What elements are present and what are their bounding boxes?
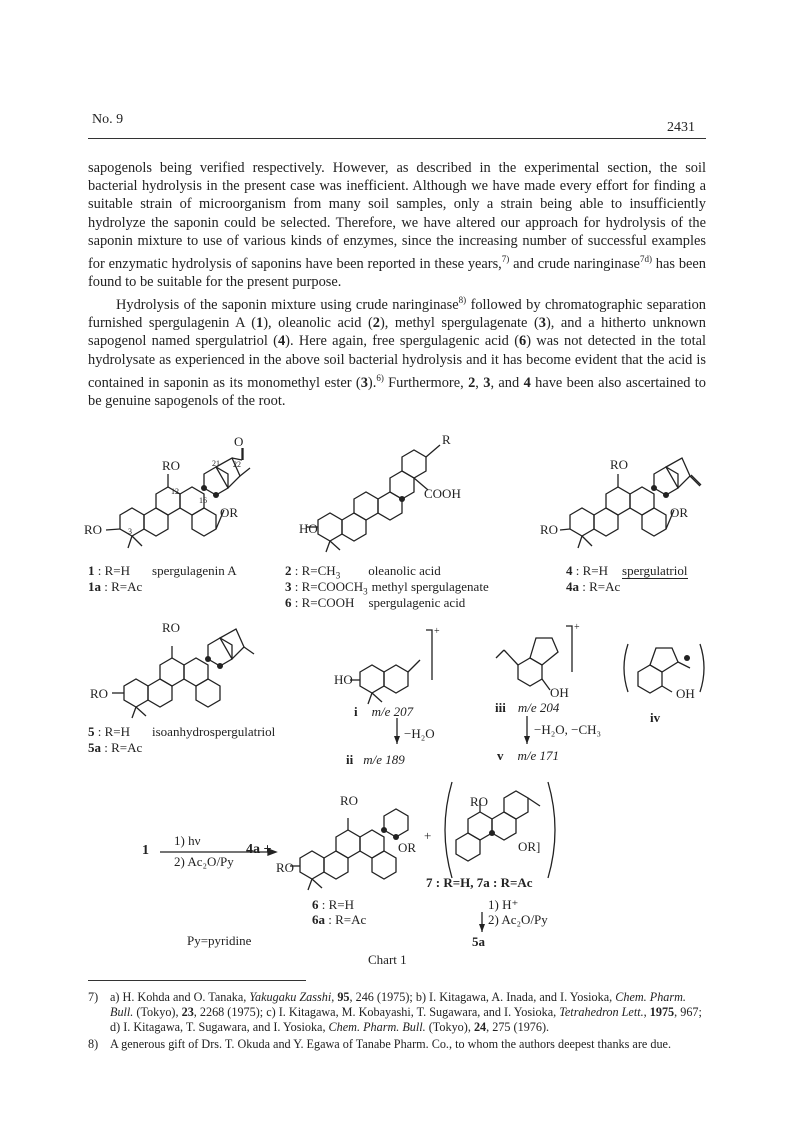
ref-6: 6) <box>376 372 384 383</box>
p1-mid: and crude naringinase <box>509 255 640 272</box>
footnote-7-segment: 1975 <box>649 1005 675 1020</box>
frag-id: ii <box>346 752 354 767</box>
loss-water-methyl: −H₂O, −CH₃ <box>534 722 602 737</box>
frag-mz: m/e 171 <box>517 748 560 763</box>
cmpd-num: 4a <box>566 579 579 594</box>
cmpd-sub: : R=Ac <box>101 579 143 594</box>
footnote-7-segment: 95 <box>337 990 350 1004</box>
atom-label: COOH <box>424 486 461 501</box>
footnote-7-segment: (Tokyo), <box>133 1005 182 1020</box>
cmpd-ref: 3 <box>360 374 368 391</box>
footnote-7-segment: , 2268 (1975); c) I. Kitagawa, M. Kobayashi, T. Sugawara, and I. Yosioka, <box>193 1005 560 1020</box>
p2-l: have been also ascertained to be genuine sapogenols of the root. <box>88 374 706 409</box>
frag-mz: m/e 207 <box>371 704 414 719</box>
atom-label: RO <box>162 620 181 635</box>
label-1 <box>88 563 237 579</box>
footnote-7-segment: , 246 (1975); b) I. Kitagawa, A. Inada, and I. Yosioka, <box>349 990 616 1004</box>
reaction-step1: 1) hν <box>174 833 201 848</box>
atom-label: OH <box>676 686 695 701</box>
chart-caption: Chart 1 <box>368 952 407 967</box>
footnotes <box>88 990 706 1053</box>
cmpd-name: spergulagenic acid <box>368 595 466 610</box>
cmpd-sub: : R=Ac <box>101 740 143 755</box>
p2-d: ), methyl spergulagenate ( <box>379 315 539 332</box>
footnote-7-segment: , 275 (1976). <box>486 1020 550 1035</box>
cmpd-sub: : R=Ac <box>579 579 621 594</box>
locant: 16 <box>199 496 207 505</box>
p2-a: Hydrolysis of the saponin mixture using crude naringinase <box>116 297 459 314</box>
cmpd-ref: 3 <box>538 315 546 332</box>
footnote-8 <box>88 1037 706 1052</box>
locant: 12 <box>171 487 179 496</box>
cmpd-ref: 2 <box>372 315 380 332</box>
label-5 <box>88 724 275 740</box>
paragraph-2 <box>88 291 706 410</box>
cmpd-num: 1 <box>88 563 95 578</box>
cmpd-num: 4 <box>566 563 573 578</box>
cmpd-sub: : R=COOCH <box>291 579 364 594</box>
label-5a <box>88 740 142 756</box>
cmpd-name: isoanhydrospergulatriol <box>152 724 276 739</box>
atom-label: RO <box>84 522 103 537</box>
footnote-7-segment: Tetrahedron Lett. <box>559 1005 644 1020</box>
cmpd-sub: : R=COOH <box>291 595 355 610</box>
cmpd-ref: 4 <box>277 333 286 350</box>
footnote-7-segment: 23 <box>181 1005 194 1020</box>
p2-g: ) was not detected in the total hydrolysate as experienced in the above soil bacterial hydrolysis and it has become evident that the acid is contained in saponin as its monomethyl ester ( <box>88 333 706 391</box>
atom-label: OH <box>550 685 569 700</box>
structure-6 <box>290 809 408 890</box>
fragment-i-label <box>354 704 413 720</box>
cmpd-name: methyl spergulagenate <box>371 579 489 594</box>
reaction-step2: 2) Ac₂O/Py <box>174 854 234 869</box>
acid-step1: 1) H⁺ <box>488 897 519 912</box>
fragment-ii-label <box>346 752 405 768</box>
reaction-start: 1 <box>142 843 149 858</box>
cmpd-ref: 4 <box>523 374 531 391</box>
label-7: 7 : R=H, 7a : R=Ac <box>426 875 533 890</box>
label-1a <box>88 579 142 595</box>
cmpd-num: 5a <box>88 740 101 755</box>
reaction-product: 4a + <box>246 842 272 857</box>
ref-7d: 7d) <box>639 254 652 265</box>
acid-step2: 2) Ac₂O/Py <box>488 912 548 927</box>
atom-label: RO <box>276 860 295 875</box>
page-number: 2431 <box>667 120 695 135</box>
atom-label: HO <box>299 521 318 536</box>
footnote-8-body: A generous gift of Drs. T. Okuda and Y. Egawa of Tanabe Pharm. Co., to whom the authors deepest thanks are due. <box>110 1036 671 1051</box>
atom-label: RO <box>470 794 489 809</box>
plus-sign: + <box>424 828 432 843</box>
footnote-7-segment: a) H. Kohda and O. Tanaka, <box>110 990 250 1004</box>
frag-mz: m/e 189 <box>363 752 405 767</box>
label-p6a <box>312 912 366 928</box>
footnote-7-segment: 24 <box>473 1020 487 1035</box>
locant: 3 <box>128 527 132 536</box>
cmpd-sub: : R=Ac <box>325 912 367 927</box>
atom-label: OR] <box>518 839 541 854</box>
footnote-7-segment: , <box>643 1005 650 1020</box>
footnote-7 <box>88 990 706 1036</box>
p2-f: ). Here again, free spergulagenic acid ( <box>285 333 519 350</box>
cmpd-ref: 2 <box>468 374 476 391</box>
p2-e: ), and a hitherto unknown sapogenol named spergulatriol ( <box>88 315 707 350</box>
atom-label: RO <box>90 686 109 701</box>
cmpd-ref: 3 <box>483 374 491 391</box>
atom-label: RO <box>162 458 181 473</box>
frag-id: iv <box>650 710 661 725</box>
cmpd-ref: 1 <box>256 315 264 332</box>
cmpd-num: 6a <box>312 912 325 927</box>
frag-id: iii <box>495 700 506 715</box>
label-p6 <box>312 897 354 913</box>
locant: 22 <box>233 460 241 469</box>
header-rule <box>88 138 706 139</box>
cmpd-num: 6 <box>285 595 292 610</box>
structure-4 <box>560 458 701 548</box>
cmpd-sub: : R=H <box>318 897 355 912</box>
chart-1-structures <box>0 430 793 970</box>
cmpd-sub: : R=CH <box>291 563 336 578</box>
p2-b: followed by chromatographic separation furnished spergulagenin A ( <box>88 297 706 332</box>
structure-5 <box>112 629 254 718</box>
atom-label: OR <box>670 505 689 520</box>
atom-label: HO <box>334 672 353 687</box>
p2-k: , and <box>490 374 524 391</box>
cmpd-sub: 3 <box>363 586 368 597</box>
cmpd-ref: 6 <box>518 333 527 350</box>
footnote-7-segment: Chem. Pharm. Bull. <box>110 990 686 1020</box>
footnote-7-segment: , <box>331 990 338 1004</box>
fragment-iv-label <box>650 710 660 726</box>
cmpd-num: 3 <box>285 579 292 594</box>
atom-label: RO <box>610 457 629 472</box>
fragment-iii-label <box>495 700 559 716</box>
p1-end: has been found to be suitable for the present purpose. <box>88 255 706 291</box>
ref-7: 7) <box>501 254 510 265</box>
loss-water: −H₂O <box>404 726 435 741</box>
footnote-7-body <box>110 990 702 1034</box>
footnote-7-segment: (Tokyo), <box>425 1020 474 1035</box>
label-4 <box>566 563 688 579</box>
footnote-rule <box>88 980 306 981</box>
charge-plus: + <box>434 626 440 637</box>
p2-h: ). <box>367 374 377 391</box>
label-3 <box>285 579 489 597</box>
structure-2 <box>306 445 440 552</box>
cmpd-num: 5 <box>88 724 95 739</box>
cmpd-name: spergulatriol <box>622 563 688 578</box>
cmpd-name: oleanolic acid <box>368 563 441 578</box>
atom-label: RO <box>340 793 359 808</box>
label-2 <box>285 563 441 581</box>
p1-text: sapogenols being verified respectively. However, as described in the experimental section, the soil bacterial hydrolysis in the present case was inefficient. Although we have made every effort for finding a suitable strain of microorganism from many soil samples, only a strain being able to insufficiently hydrolyze the saponin could be selected. Therefore, we have altered our approach for hydrolysis of the saponin mixture to use of various kinds of enzymes, since the increasing number of successful examples for enzymatic hydrolysis of saponins have been reported in these years, <box>88 160 706 272</box>
cmpd-name: spergulagenin A <box>152 563 237 578</box>
cmpd-num: 6 <box>312 897 319 912</box>
p2-j: , <box>475 374 484 391</box>
locant: 21 <box>212 459 220 468</box>
cmpd-num: 2 <box>285 563 292 578</box>
atom-label: R <box>442 432 451 447</box>
frag-id: v <box>497 748 504 763</box>
p2-i: Furthermore, <box>383 374 469 391</box>
atom-label: RO <box>540 522 559 537</box>
footnote-7-segment: Yakugaku Zasshi <box>249 990 332 1004</box>
charge-plus: + <box>574 622 580 633</box>
final-product: 5a <box>472 934 485 949</box>
ref-8: 8) <box>458 295 467 306</box>
atom-label: O <box>234 434 244 449</box>
frag-id: i <box>354 704 358 719</box>
cmpd-sub: : R=H <box>94 724 131 739</box>
label-4a <box>566 579 620 595</box>
atom-label: OR <box>220 505 239 520</box>
cmpd-num: 1a <box>88 579 101 594</box>
atom-label: OR <box>398 840 417 855</box>
frag-mz: m/e 204 <box>517 700 560 715</box>
cmpd-sub: : R=H <box>572 563 609 578</box>
label-6 <box>285 595 465 611</box>
p2-c: ), oleanolic acid ( <box>263 315 373 332</box>
cmpd-sub: : R=H <box>94 563 131 578</box>
footnote-num: 8) <box>88 1036 99 1051</box>
footnote-7-segment: , 967; d) I. Kitagawa, T. Sugawara, and I. Yosioka, <box>110 1005 702 1035</box>
footnote-num: 7) <box>88 990 99 1004</box>
cmpd-sub: 3 <box>335 570 341 581</box>
body-text <box>88 159 706 410</box>
journal-number: No. 9 <box>92 112 124 127</box>
footnote-7-segment: Chem. Pharm. Bull. <box>328 1020 426 1035</box>
fragment-v-label <box>497 748 559 764</box>
py-note: Py=pyridine <box>187 933 252 948</box>
paragraph-1 <box>88 159 706 291</box>
